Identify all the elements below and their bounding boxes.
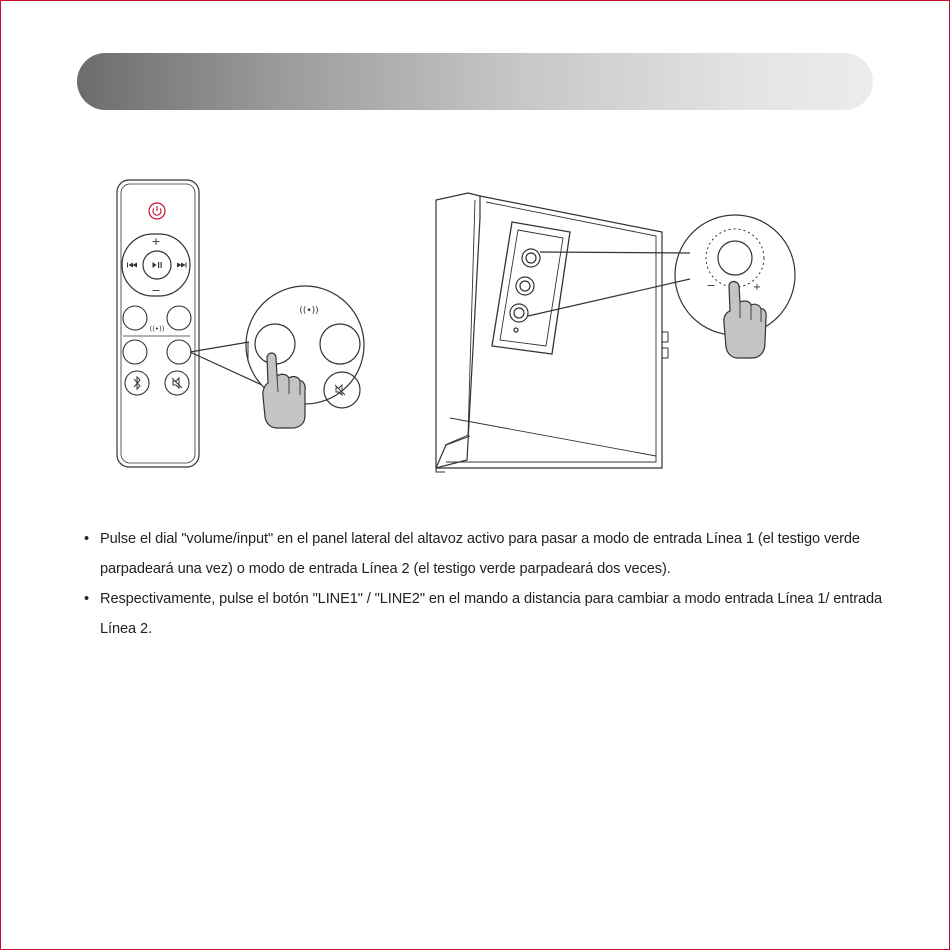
bullet: • xyxy=(84,591,90,607)
remote-body xyxy=(117,180,199,467)
control-panel xyxy=(492,222,570,354)
instruction-text: Pulse el dial "volume/input" en el panel lateral del altavoz activo para pasar a modo de entrada Línea 1 (el testigo verde parpadeará una vez) o modo de entrada Línea 2 (el testigo verde parpadeará dos veces). xyxy=(100,531,860,577)
play-pause-button[interactable] xyxy=(143,251,171,279)
power-icon[interactable] xyxy=(149,203,165,219)
volume-down-label[interactable]: − xyxy=(151,284,161,297)
instruction-text: Respectivamente, pulse el botón "LINE1" / "LINE2" en el mando a distancia para cambiar a modo entrada Línea 1/ entrada Línea 2. xyxy=(100,591,883,637)
speaker-side-panel xyxy=(436,196,662,468)
remote-control xyxy=(117,180,199,467)
line1-button[interactable] xyxy=(123,340,147,364)
bullet: • xyxy=(84,531,90,547)
source-icon: ((•)) xyxy=(149,325,165,333)
hand-pointer-icon xyxy=(263,353,305,428)
dial-plus-label: + xyxy=(752,282,762,293)
zoom-source-icon: ((•)) xyxy=(299,306,319,316)
next-icon[interactable] xyxy=(177,263,187,268)
status-led xyxy=(514,328,518,332)
instructions-list xyxy=(84,524,884,644)
speaker-front-edge xyxy=(436,193,480,468)
volume-input-dial[interactable] xyxy=(522,249,540,267)
instruction-item xyxy=(84,584,884,644)
play-pause-icon xyxy=(153,262,162,268)
prev-icon[interactable] xyxy=(127,263,137,268)
volume-up-label[interactable]: + xyxy=(151,235,161,248)
remote-button-top-left[interactable] xyxy=(123,306,147,330)
mute-icon xyxy=(172,378,182,388)
dial-minus-label: − xyxy=(706,279,716,292)
bluetooth-icon xyxy=(134,377,140,389)
speaker xyxy=(436,193,690,472)
dial-3[interactable] xyxy=(510,304,528,322)
instruction-item xyxy=(84,524,884,584)
line2-button[interactable] xyxy=(167,340,191,364)
dial-2[interactable] xyxy=(516,277,534,295)
remote-button-top-right[interactable] xyxy=(167,306,191,330)
